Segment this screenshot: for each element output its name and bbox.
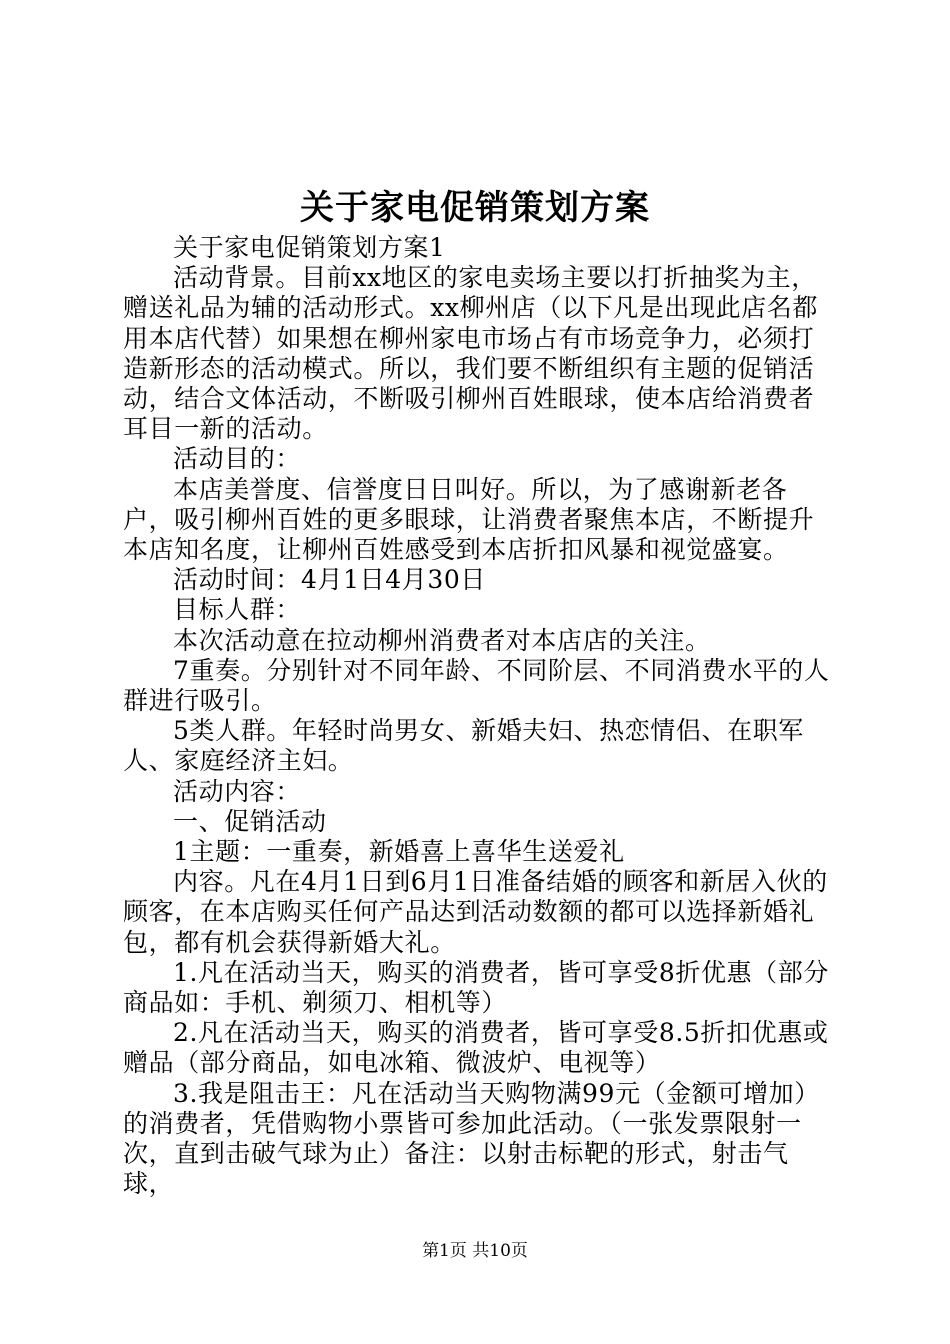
paragraph: 内容。凡在4月1日到6月1日准备结婚的顾客和新居入伙的顾客，在本店购买任何产品达到活动数额的都可以选择新婚礼包，都有机会获得新婚大礼。 bbox=[123, 867, 828, 957]
paragraph: 5类人群。年轻时尚男女、新婚夫妇、热恋情侣、在职军人、家庭经济主妇。 bbox=[123, 716, 804, 776]
paragraph: 活动背景。目前xx地区的家电卖场主要以打折抽奖为主，赠送礼品为辅的活动形式。xx柳州店（以下凡是出现此店名都用本店代替）如果想在柳州家电市场占有市场竞争力，必须打造新形态的活动模式。所以，我们要不断组织有主题的促销活动，结合文体活动，不断吸引柳州百姓眼球，使本店给消费者耳目一新的活动。 bbox=[123, 263, 819, 444]
paragraph: 一、促销活动 bbox=[173, 806, 327, 836]
paragraph: 1主题：一重奏，新婚喜上喜华生送爱礼 bbox=[173, 837, 625, 867]
paragraph: 活动内容： bbox=[173, 776, 302, 806]
paragraph: 关于家电促销策划方案1 bbox=[173, 233, 446, 262]
paragraph: 活动目的： bbox=[173, 444, 302, 474]
paragraph: 1.凡在活动当天，购买的消费者，皆可享受8折优惠（部分商品如：手机、剃须刀、相机等） bbox=[123, 957, 829, 1018]
paragraph: 目标人群： bbox=[173, 595, 302, 625]
paragraph: 3.我是阻击王：凡在活动当天购物满99元（金额可增加）的消费者，凭借购物小票皆可参加此活动。（一张发票限射一次，直到击破气球为止）备注：以射击标靶的形式，射击气球， bbox=[123, 1078, 820, 1199]
paragraph: 活动时间：4月1日4月30日 bbox=[173, 565, 486, 595]
paragraph: 本次活动意在拉动柳州消费者对本店店的关注。 bbox=[173, 625, 711, 655]
document-title: 关于家电促销策划方案 bbox=[300, 188, 650, 228]
paragraph: 本店美誉度、信誉度日日叫好。所以，为了感谢新老各户，吸引柳州百姓的更多眼球，让消费者聚焦本店，不断提升本店知名度，让柳州百姓感受到本店折扣风暴和视觉盛宴。 bbox=[123, 474, 815, 565]
paragraph: 2.凡在活动当天，购买的消费者，皆可享受8.5折扣优惠或赠品（部分商品，如电冰箱、微波炉、电视等） bbox=[123, 1018, 829, 1078]
paragraph: 7重奏。分别针对不同年龄、不同阶层、不同消费水平的人群进行吸引。 bbox=[123, 655, 830, 716]
page-footer: 第1页 共10页 bbox=[422, 1241, 528, 1261]
document-body bbox=[123, 233, 835, 1200]
